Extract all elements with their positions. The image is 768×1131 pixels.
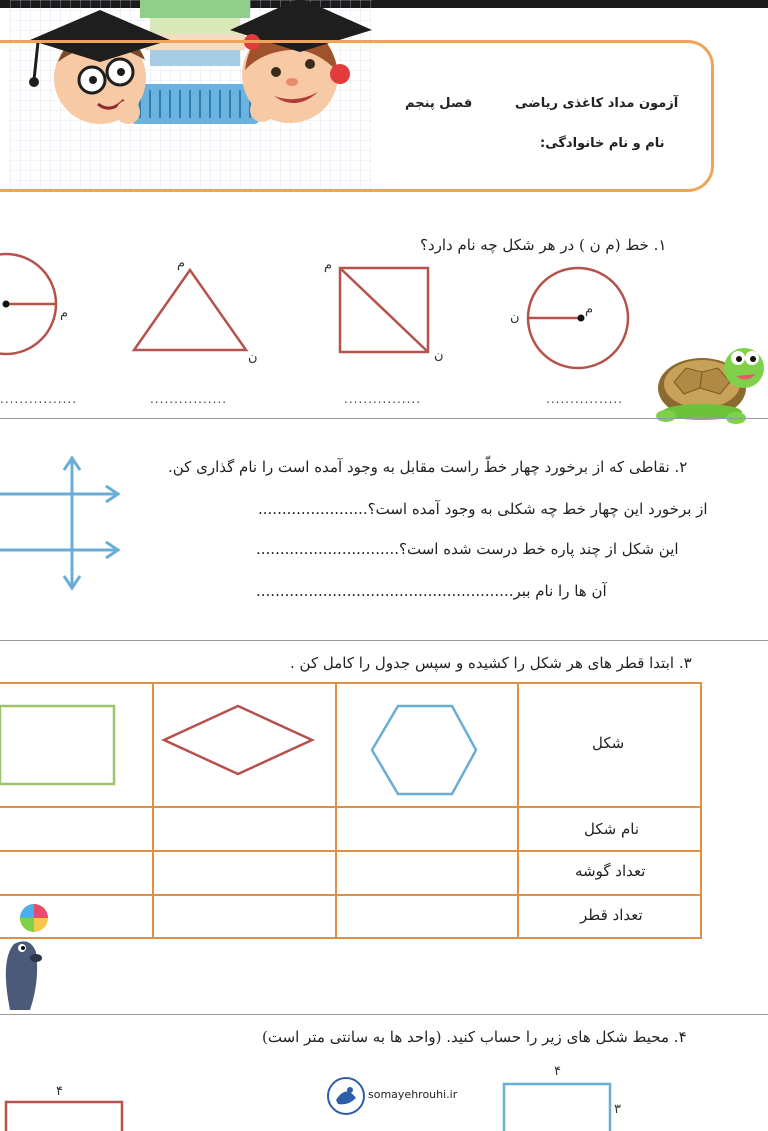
q4-label-right-side: ۳ (614, 1102, 621, 1117)
q3-shapes (0, 684, 700, 806)
header-frame-top (0, 40, 372, 43)
q1-label-m-1: م (60, 306, 69, 321)
q3-text: ۳. ابتدا قطر های هر شکل را کشیده و سپس جدول را کامل کن . (290, 654, 692, 672)
q1-blank-4[interactable]: ................ (546, 392, 624, 406)
divider-2 (0, 640, 768, 641)
kids-illustration (0, 0, 372, 190)
table-row-line-1 (0, 806, 702, 808)
q3-hexagon (372, 706, 476, 794)
q1-label-n-4: ن (510, 310, 520, 325)
q4-square-right (504, 1084, 610, 1131)
row-header-diagonals: تعداد قطر (580, 906, 643, 924)
table-border-bottom (0, 937, 702, 939)
q4-label-left-top: ۴ (56, 1084, 63, 1099)
divider-1 (0, 418, 768, 419)
q3-rhombus (164, 706, 312, 774)
row-header-name: نام شکل (584, 820, 640, 838)
divider-3 (0, 1014, 768, 1015)
q1-triangle (134, 270, 246, 350)
row-header-corners: تعداد گوشه (575, 862, 646, 880)
q4-label-right-top: ۴ (554, 1064, 561, 1079)
chapter-label: فصل پنجم (405, 96, 473, 111)
q1-blank-3[interactable]: ................ (344, 392, 422, 406)
q2-line-3[interactable]: آن ها را نام ببر...................................................... (256, 582, 607, 600)
row-header-shape: شکل (592, 734, 625, 752)
q1-label-m-3: م (324, 258, 333, 273)
q4-rectangle-left (6, 1102, 122, 1131)
table-row-line-2 (0, 850, 702, 852)
q2-line-2[interactable]: این شکل از چند پاره خط درست شده است؟.............................. (256, 540, 679, 558)
q1-text: ۱. خط (م ن ) در هر شکل چه نام دارد؟ (420, 236, 667, 254)
table-border-right (700, 682, 702, 939)
seal-illustration (0, 900, 56, 1010)
q1-blank-1[interactable]: ................ (0, 392, 78, 406)
q2-line-1[interactable]: از برخورد این چهار خط چه شکلی به وجود آمده است؟....................... (258, 500, 708, 518)
q4-text: ۴. محیط شکل های زیر را حساب کنید. (واحد ها به سانتی متر است) (262, 1028, 687, 1046)
q1-label-m-2: م (177, 256, 186, 271)
table-row-line-3 (0, 894, 702, 896)
q1-label-n-2: ن (248, 350, 258, 365)
q2-intersecting-lines (0, 450, 140, 600)
q1-label-m-4: م (585, 302, 594, 317)
q1-label-n-3: ن (434, 348, 444, 363)
header-frame-bottom (0, 189, 372, 192)
q1-blank-2[interactable]: ................ (150, 392, 228, 406)
turtle-illustration (652, 338, 768, 430)
name-label: نام و نام خانوادگی: (540, 136, 665, 151)
watermark-site[interactable]: somayehrouhi.ir (368, 1088, 458, 1101)
q3-rectangle (0, 706, 114, 784)
header-frame (372, 40, 714, 192)
test-title: آزمون مداد کاغذی ریاضی (515, 96, 679, 111)
watermark-logo-icon (326, 1076, 366, 1116)
q2-text: ۲. نقاطی که از برخورد چهار خطّ راست مقابل به وجود آمده است را نام گذاری کن. (168, 458, 688, 476)
